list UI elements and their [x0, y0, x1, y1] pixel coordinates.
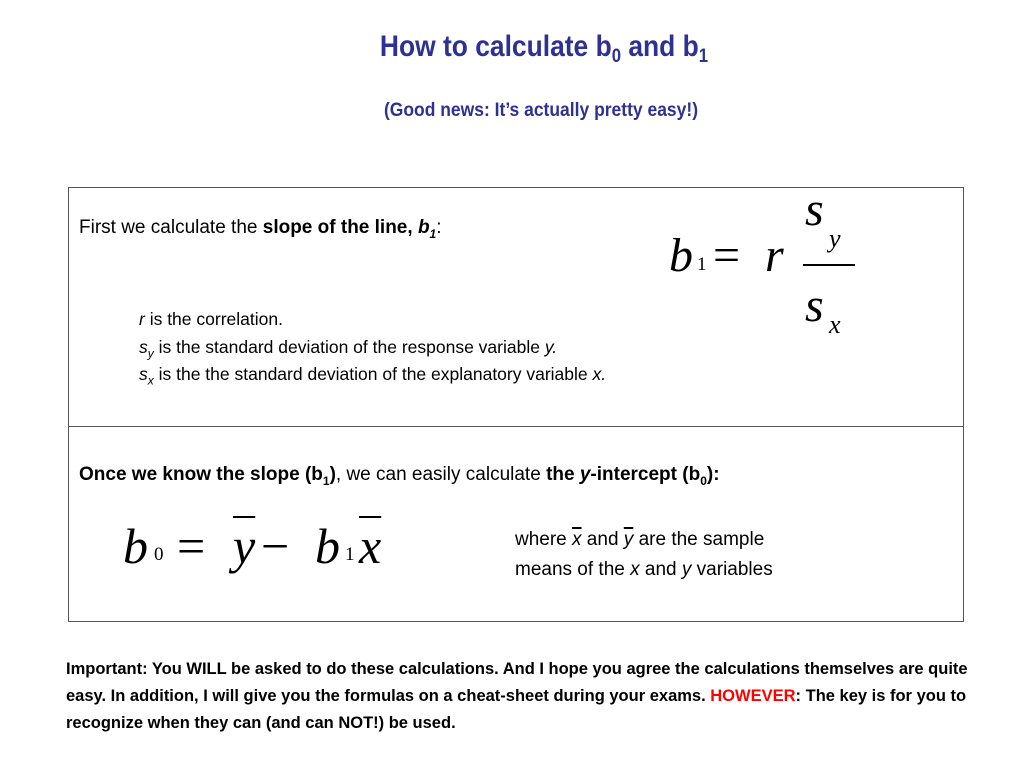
intercept-section-box: [68, 426, 964, 622]
slope-intro: First we calculate the slope of the line, $b_1$:: [79, 217, 442, 241]
however-emphasis: HOWEVER: [710, 687, 796, 705]
page-title: How to calculate $b_0$ and $b_1$: [379, 30, 709, 67]
slope-formula-r: r: [765, 229, 784, 282]
slope-formula-numerator-sub: y: [829, 224, 841, 253]
means-note-line-1: where $\overline{x}$ and $\overline{y}$ are the sample: [515, 529, 765, 550]
intercept-formula-minus: −: [261, 518, 290, 574]
intercept-intro: Once we know the slope $(b_1)$, we can easily calculate the y-intercept $(b_0)$:: [79, 464, 720, 488]
slope-section-box: [68, 183, 964, 427]
intercept-formula-equals: =: [177, 518, 206, 574]
slope-formula-numerator: s: [805, 183, 824, 236]
page-subtitle: (Good news: It’s actually pretty easy!): [383, 100, 699, 121]
intercept-formula-lhs: b: [123, 518, 148, 574]
definition-r: r is the correlation.: [139, 309, 283, 329]
means-note-line-2: means of the x and y variables: [515, 559, 773, 580]
definition-sx: $s_x$ is the the standard deviation of the explanatory variable x.: [139, 364, 607, 388]
slope-formula-denominator-sub: x: [829, 310, 841, 339]
slope-formula-lhs-sub: 1: [697, 254, 707, 275]
slope-formula-denominator: s: [805, 279, 824, 332]
intercept-formula-ybar: $\overline{y}$: [233, 518, 256, 574]
slope-formula-equals: =: [713, 229, 741, 282]
slope-formula-lhs: b: [669, 229, 693, 282]
intercept-formula-xbar: $\overline{x}$: [359, 518, 382, 574]
intercept-formula-b-sub: 1: [345, 544, 355, 565]
definition-sy: $s_y$ is the standard deviation of the response variable y.: [139, 337, 558, 361]
intercept-formula-b: b: [315, 518, 340, 574]
important-note: Important: You WILL be asked to do these calculations. And I hope you agree the calculations themselves are quite easy. In addition, I will give you the formulas on a cheat-sheet during your exams. HOWEVER: The key is for you to recognize when they can (and can NOT!) be used.: [66, 660, 968, 732]
fraction-bar: [803, 264, 855, 266]
intercept-formula-lhs-sub: 0: [154, 544, 164, 565]
